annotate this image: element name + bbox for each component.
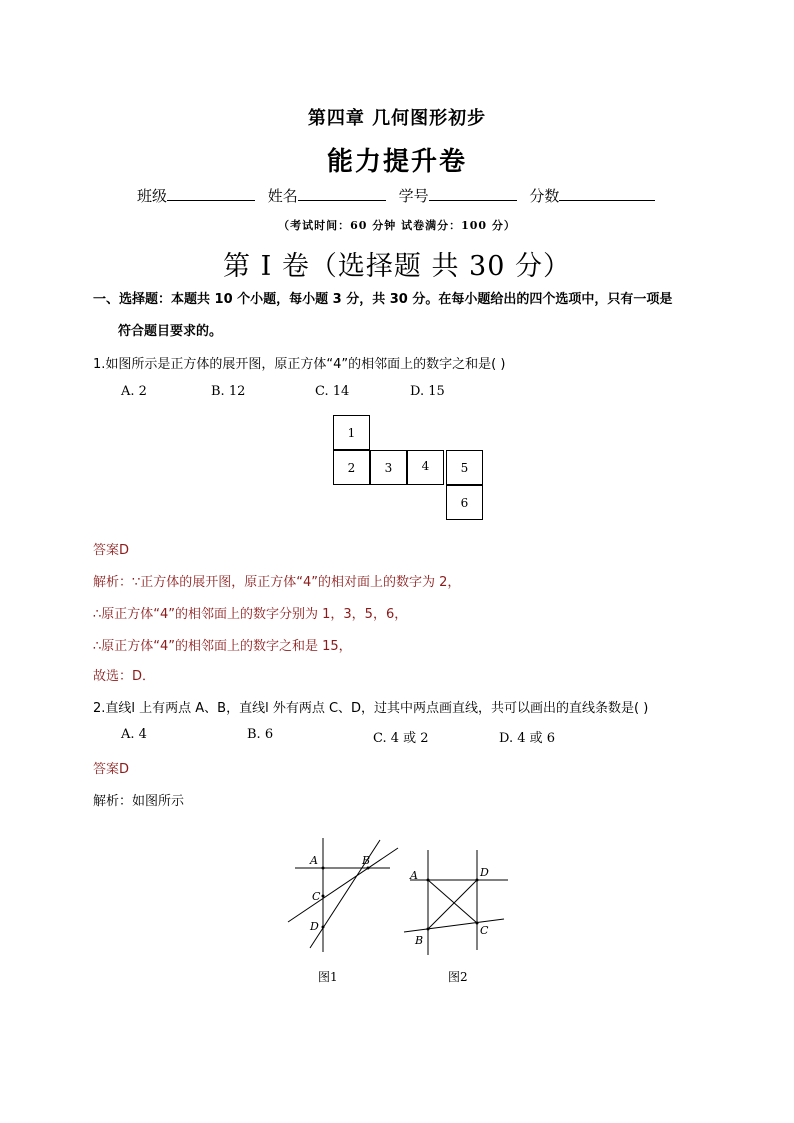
class-blank (167, 186, 255, 201)
name-blank (298, 186, 386, 201)
section-intro: 一、选择题：本题共 10 个小题，每小题 3 分，共 30 分。在每小题给出的四个选项中，只有一项是 (93, 292, 673, 307)
q2-option-c: C. 4 或 2 (373, 731, 429, 746)
student-id-blank (429, 186, 517, 201)
q1-stem: 1.如图所示是正方体的展开图，原正方体“4”的相邻面上的数字之和是( ) (93, 357, 506, 372)
exam-subtitle: 能力提升卷 (326, 147, 467, 177)
q2-analysis: 解析：如图所示 (93, 794, 185, 809)
fig1-point-a: A (310, 854, 318, 867)
student-id-label: 学号 (398, 187, 429, 205)
figure-2-lines (400, 845, 510, 960)
student-info-row (137, 185, 663, 206)
q2-option-a: A. 4 (121, 727, 147, 742)
q1-option-a: A. 2 (121, 384, 147, 399)
name-field (268, 185, 386, 206)
fig1-point-d: D (310, 920, 319, 933)
q1-option-d: D. 15 (410, 384, 445, 399)
figure-1-caption: 图1 (318, 970, 338, 984)
figure-2-caption: 图2 (448, 970, 468, 984)
exam-meta: （考试时间：60 分钟 试卷满分：100 分） (278, 219, 516, 232)
score-blank (559, 186, 655, 201)
q2-answer: 答案D (93, 762, 130, 777)
section-intro-cont: 符合题目要求的。 (118, 324, 223, 339)
q1-analysis-line: ∴原正方体“4”的相邻面上的数字分别为 1，3，5，6， (93, 607, 408, 622)
q2-option-d: D. 4 或 6 (499, 731, 556, 746)
q2-option-b: B. 6 (247, 727, 274, 742)
net-cell: 3 (370, 450, 407, 485)
fig1-point-b: B (362, 854, 371, 867)
fig2-point-a: A (410, 869, 418, 882)
fig1-point-c: C (312, 890, 321, 903)
figure-1-lines (280, 830, 410, 960)
net-cell: 2 (333, 450, 370, 485)
q1-option-c: C. 14 (315, 384, 350, 399)
class-field (137, 185, 255, 206)
q1-option-b: B. 12 (211, 384, 246, 399)
score-field (529, 185, 655, 206)
q2-stem: 2.直线l 上有两点 A、B，直线l 外有两点 C、D，过其中两点画直线，共可以画出的直线条数是( ) (93, 701, 649, 716)
score-label: 分数 (529, 187, 560, 205)
q1-analysis-line: 故选：D． (93, 669, 156, 684)
chapter-title: 第四章 几何图形初步 (307, 108, 487, 129)
part-title: 第 I 卷（选择题 共 30 分） (223, 251, 571, 282)
student-id-field (399, 185, 517, 206)
fig2-point-d: D (480, 866, 489, 879)
q1-analysis-line: ∴原正方体“4”的相邻面上的数字之和是 15， (93, 639, 352, 654)
class-label: 班级 (137, 187, 168, 205)
q1-answer: 答案D (93, 543, 130, 558)
net-cell: 1 (333, 415, 370, 450)
q1-analysis-line: 解析：∵正方体的展开图，原正方体“4”的相对面上的数字为 2， (93, 575, 461, 590)
fig2-point-b: B (415, 934, 424, 947)
net-cell: 5 (446, 450, 483, 485)
fig2-point-c: C (480, 924, 489, 937)
net-cell: 6 (446, 485, 483, 520)
name-label: 姓名 (267, 187, 298, 205)
net-cell: 4 (407, 450, 444, 485)
